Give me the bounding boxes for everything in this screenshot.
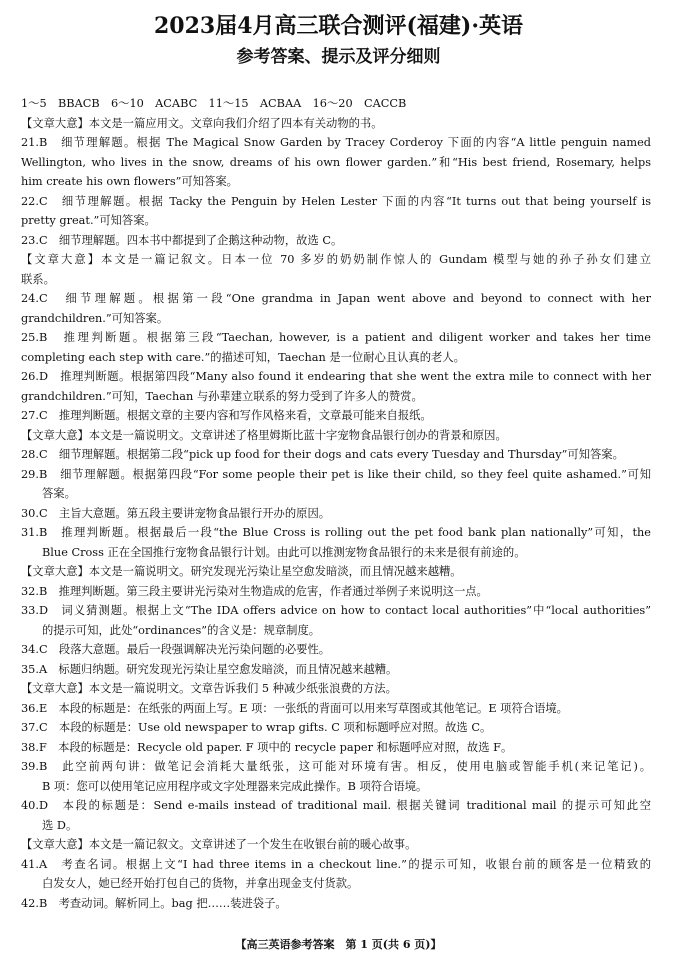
text-line: 41.A 考查名词。根据上文“I had three items in a checkout line.”的提示可知，收银台前的顾客是一位精致的 bbox=[21, 857, 651, 871]
text-line: 31.B 推理判断题。根据最后一段“the Blue Cross is rolling out the pet food bank plan nationally”可知，the bbox=[21, 526, 651, 539]
text-line: him create his own flowers”可知答案。 bbox=[21, 175, 238, 188]
text-line: 答案。 bbox=[42, 487, 76, 500]
text-line: 29.B 细节理解题。根据第四段“For some people their pet is like their child, so they feel quite ashamed.”可知 bbox=[21, 467, 651, 481]
text-line: 37.C 本段的标题是：Use old newspaper to wrap gifts. C 项和标题呼应对照。故选 C。 bbox=[21, 721, 492, 734]
text-line: 32.B 推理判断题。第三段主要讲光污染对生物造成的危害，作者通过举例子来说明这一点。 bbox=[21, 584, 488, 598]
text-line: 38.F 本段的标题是：Recycle old paper. F 项中的 recycle paper 和标题呼应对照，故选 F。 bbox=[21, 740, 513, 754]
text-line: 35.A 标题归纳题。研究发现光污染让星空愈发暗淡，而且情况越来越糟。 bbox=[21, 662, 398, 676]
text-line: 30.C 主旨大意题。第五段主要讲宠物食品银行开办的原因。 bbox=[21, 506, 331, 520]
text-line: 联系。 bbox=[21, 272, 55, 286]
text-line: Wellington, who lives in the snow, dreams of his own flower garden.”和“His best friend, Rosemary, helps bbox=[21, 155, 651, 169]
text-line: 25.B 推理判断题。根据第三段“Taechan, however, is a patient and diligent worker and takes her time bbox=[21, 331, 651, 344]
text-line: 24.C 细节理解题。根据第一段“One grandma in Japan went above and beyond to connect with her bbox=[21, 292, 651, 305]
text-line: 【文章大意】本文是一篇应用文。文章向我们介绍了四本有关动物的书。 bbox=[21, 116, 383, 130]
text-line: 【文章大意】本文是一篇说明文。文章讲述了格里姆斯比蓝十字宠物食品银行创办的背景和原因。 bbox=[21, 428, 507, 442]
text-line: 40.D 本段的标题是：Send e-mails instead of traditional mail. 根据关键词 traditional mail 的提示可知此空 bbox=[21, 799, 651, 812]
text-line: 27.C 推理判断题。根据文章的主要内容和写作风格来看，文章最可能来自报纸。 bbox=[21, 409, 432, 422]
text-line: 42.B 考查动词。解析同上。bag 把……装进袋子。 bbox=[21, 896, 287, 910]
text-line: 【文章大意】本文是一篇记叙文。日本一位 70 多岁的奶奶制作惊人的 Gundam 模型与她的孙子孙女们建立 bbox=[21, 253, 651, 266]
text-line: 36.E 本段的标题是：在纸张的两面上写。E 项：一张纸的背面可以用来写草图或其他笔记。E 项符合语境。 bbox=[21, 701, 568, 715]
text-line: 22.C 细节理解题。根据 Tacky the Penguin by Helen Lester 下面的内容“It turns out that being yourself is bbox=[21, 194, 651, 208]
text-line: 【文章大意】本文是一篇记叙文。文章讲述了一个发生在收银台前的暖心故事。 bbox=[21, 838, 417, 851]
text-line: 33.D 词义猜测题。根据上文“The IDA offers advice on how to contact local authorities”中“local authorities” bbox=[21, 604, 651, 617]
text-line: pretty great.”可知答案。 bbox=[21, 214, 156, 227]
text-line: 28.C 细节理解题。根据第二段“pick up food for their dogs and cats every Tuesday and Thursday”可知答案。 bbox=[21, 448, 624, 461]
text-line: 【文章大意】本文是一篇说明文。研究发现光污染让星空愈发暗淡，而且情况越来越糟。 bbox=[21, 565, 462, 578]
text-line: 39.B 此空前两句讲：做笔记会消耗大量纸张，这可能对环境有害。相反，使用电脑或智能手机(来记笔记)。 bbox=[21, 760, 651, 773]
text-line: 26.D 推理判断题。根据第四段“Many also found it endearing that she went the extra mile to connect with her bbox=[21, 370, 651, 383]
text-line: completing each step with care.”的描述可知，Taechan 是一位耐心且认真的老人。 bbox=[21, 350, 465, 364]
text-line: 21.B 细节理解题。根据 The Magical Snow Garden by Tracey Corderoy 下面的内容“A little penguin named bbox=[21, 136, 651, 149]
text-line: 1～5 BBACB 6～10 ACABC 11～15 ACBAA 16～20 CACCB bbox=[21, 97, 407, 110]
page-footer: 【高三英语参考答案 第 1 页(共 6 页)】 bbox=[235, 938, 442, 951]
text-line: 白发女人，她已经开始打包自己的货物，并拿出现金支付货款。 bbox=[42, 877, 359, 890]
document-subtitle: 参考答案、提示及评分细则 bbox=[236, 47, 441, 67]
text-line: 选 D。 bbox=[42, 818, 78, 832]
text-line: 23.C 细节理解题。四本书中都提到了企鹅这种动物，故选 C。 bbox=[21, 233, 343, 247]
text-line: 的提示可知，此处“ordinances”的含义是：规章制度。 bbox=[42, 623, 321, 637]
text-line: 【文章大意】本文是一篇说明文。文章告诉我们 5 种减少纸张浪费的方法。 bbox=[21, 682, 397, 695]
answer-key-body bbox=[21, 94, 651, 913]
text-line: 34.C 段落大意题。最后一段强调解决光污染问题的必要性。 bbox=[21, 643, 331, 656]
text-line: B 项：您可以使用笔记应用程序或文字处理器来完成此操作。B 项符合语境。 bbox=[42, 779, 428, 793]
text-line: grandchildren.”可知，Taechan 与孙辈建立联系的努力受到了许多人的赞赏。 bbox=[21, 389, 423, 403]
text-line: Blue Cross 正在全国推行宠物食品银行计划。由此可以推测宠物食品银行的未来是很有前途的。 bbox=[42, 545, 526, 559]
text-line: grandchildren.”可知答案。 bbox=[21, 311, 169, 325]
document-title: 2023届4月高三联合测评(福建)·英语 bbox=[153, 13, 524, 39]
